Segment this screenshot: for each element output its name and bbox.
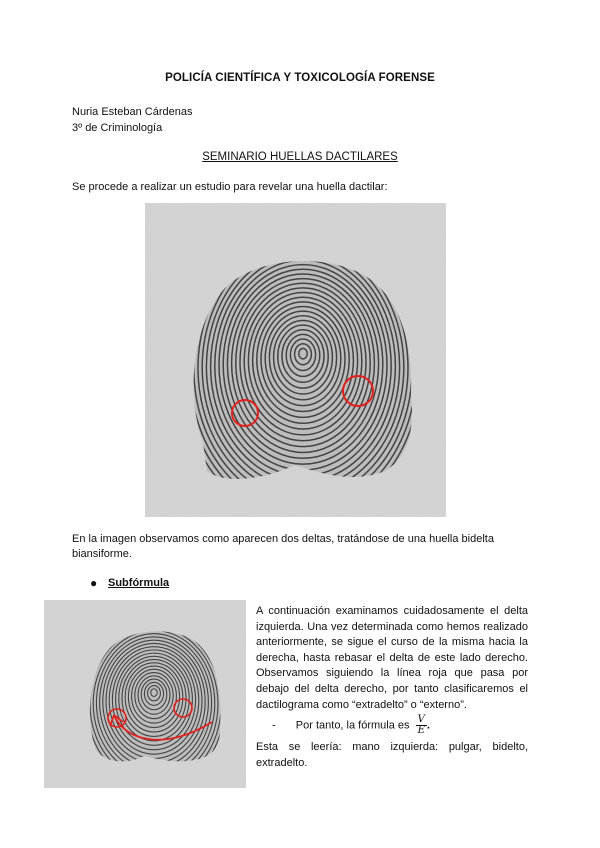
formula-end: . [426, 719, 430, 732]
formula-reading: Esta se leería: mano izquierda: pulgar, bidelto, extradelto. [256, 741, 528, 769]
formula-fraction [416, 715, 427, 736]
author-name: Nuria Esteban Cárdenas [72, 106, 193, 118]
formula-denominator: E [417, 725, 425, 737]
intro-text: Se procede a realizar un estudio para revelar una huella dactilar: [72, 181, 388, 193]
author-block [72, 104, 192, 136]
analysis-paragraph: En la imagen observamos como aparecen dos deltas, tratándose de una huella bidelta biansiforme. [72, 533, 494, 560]
bullet-icon: ● [90, 576, 98, 590]
fingerprint-photo-large [145, 203, 446, 517]
formula-line [256, 715, 528, 736]
document-title: POLICÍA CIENTÍFICA Y TOXICOLOGÍA FORENSE [165, 72, 435, 84]
seminar-title: SEMINARIO HUELLAS DACTILARES [202, 151, 398, 163]
subformula-paragraph: A continuación examinamos cuidadosamente el delta izquierda. Una vez determinada como hemos realizado anteriormente, se sigue el curso de la misma hacia la derecha, hasta rebasar el delta de este lado derecho. Observamos siguiendo la línea roja que pasa por debajo del delta derecho, por tanto clasificaremos el dactilograma como “extradelto” o “externo”. [256, 605, 528, 711]
formula-text: Por tanto, la fórmula es [295, 719, 410, 732]
fingerprint-photo-small [44, 600, 246, 788]
formula-dash: - [272, 719, 276, 732]
author-course: 3º de Criminología [72, 122, 163, 134]
section-heading-subformula: Subfórmula [108, 577, 170, 589]
formula-numerator: V [416, 715, 427, 726]
subformula-text-column [256, 604, 528, 771]
